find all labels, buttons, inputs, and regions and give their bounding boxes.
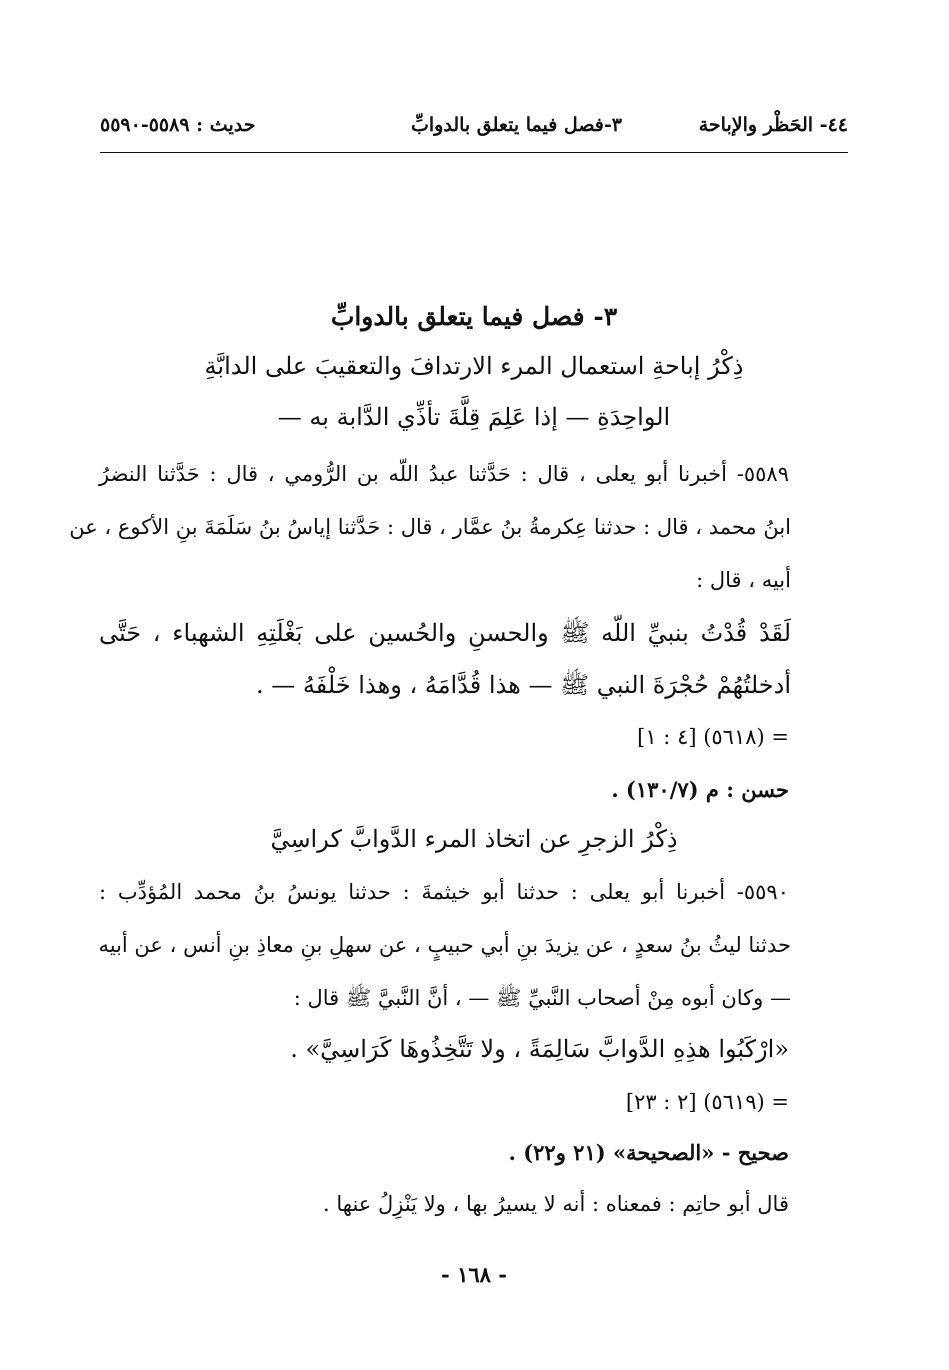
hadith1-matn-line1: لَقَدْ قُدْتُ بنبيِّ اللّه ﷺ والحسنِ والحُسين على بَغْلَتِهِ الشهباء ، حَتَّى bbox=[99, 619, 791, 647]
hadith-range: حديث : ٥٥٨٩-٥٥٩٠ bbox=[100, 114, 256, 136]
header-rule bbox=[100, 152, 848, 153]
hadith1-reference: = (٥٦١٨) [٤ : ١] bbox=[637, 725, 789, 749]
hadith1-matn-line2: أدخلتُهُمْ حُجْرَةَ النبي ﷺ — هذا قُدَّامَهُ ، وهذا خَلْفَهُ — . bbox=[256, 671, 791, 699]
hadith2-reference: = (٥٦١٩) [٢ : ٢٣] bbox=[625, 1090, 789, 1114]
hadith1-line1: ٥٥٨٩- أخبرنا أبو يعلى ، قال : حَدَّثنا عبدُ اللّه بن الرُّومي ، قال : حَدَّثنا النضرُ bbox=[99, 462, 789, 486]
running-header bbox=[100, 114, 848, 144]
hadith1-line2: ابنُ محمد ، قال : حدثنا عِكرمةُ بنُ عمَّار ، قال : حَدَّثنا إياسُ بنُ سَلَمَةَ بنِ الأكوع ، عن bbox=[69, 515, 791, 539]
hadith2-line1: ٥٥٩٠- أخبرنا أبو يعلى : حدثنا أبو خيثمةَ : حدثنا يونسُ بنُ محمد المُؤدِّب : bbox=[99, 880, 789, 904]
hadith2-grade: صحيح - «الصحيحة» (٢١ و٢٢) . bbox=[508, 1140, 789, 1165]
hadith1-grade: حسن : م (١٣٠/٧) . bbox=[611, 777, 789, 802]
chapter-title: ٣-فصل فيما يتعلق بالدوابِّ bbox=[411, 114, 622, 136]
chapter1-heading-line2: الواحِدَةِ — إذا عَلِمَ قِلَّةَ تأذِّي الدَّابة به — bbox=[277, 403, 671, 431]
hadith2-matn: «ارْكَبُوا هذِهِ الدَّوابَّ سَالِمَةً ، ولا تَتَّخِذُوهَا كَرَاسِيَّ» . bbox=[290, 1035, 789, 1063]
hadith1-line3: أبيه ، قال : bbox=[696, 568, 791, 592]
page-number: - ١٦٨ - bbox=[441, 1262, 507, 1287]
chapter1-heading-line1: ذِكْرُ إباحةِ استعمال المرء الارتدافَ والتعقيبَ على الدابَّةِ bbox=[204, 352, 744, 380]
hadith2-line2: حدثنا ليثُ بنُ سعدٍ ، عن يزيدَ بنِ أبي حبيبٍ ، عن سهلِ بنِ معاذِ بنِ أنس ، عن أبيه bbox=[98, 933, 791, 957]
hadith2-line3: — وكان أبوه مِنْ أصحاب النَّبيِّ ﷺ — ، أنَّ النَّبيَّ ﷺ قال : bbox=[293, 986, 791, 1010]
chapter2-heading: ذِكْرُ الزجرِ عن اتخاذ المرء الدَّوابَّ كراسِيَّ bbox=[270, 825, 678, 853]
book-title: ٤٤- الحَظْر والإباحة bbox=[698, 114, 848, 136]
abu-hatim-note: قال أبو حاتِم : فمعناه : أنه لا يسيرُ بها ، ولا يَنْزِلُ عنها . bbox=[323, 1192, 789, 1216]
section-title: ٣- فصل فيما يتعلق بالدوابِّ bbox=[330, 302, 618, 331]
